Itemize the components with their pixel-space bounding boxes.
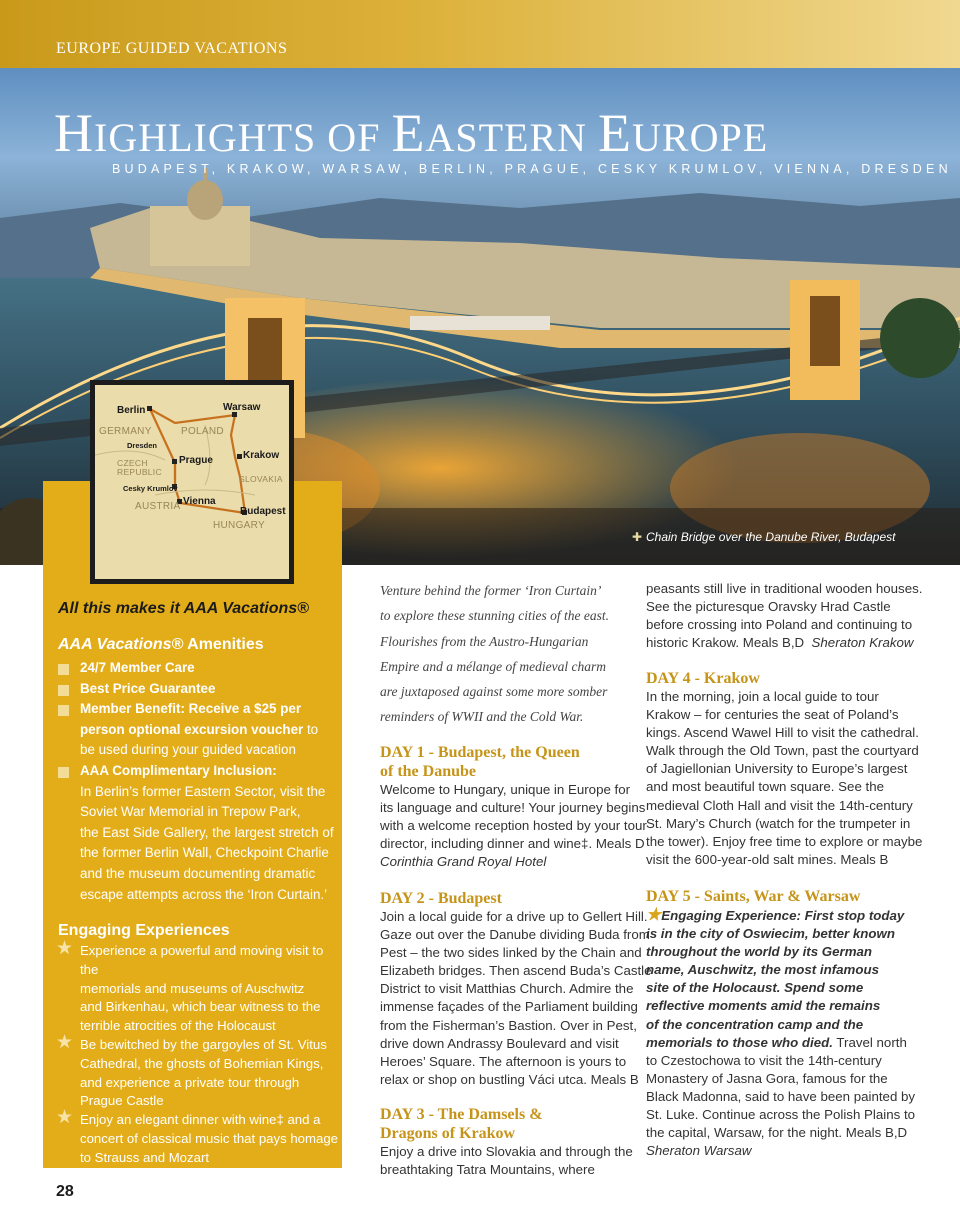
day-4-heading: DAY 4 - Krakow [646, 670, 760, 687]
map-country-hungary: HUNGARY [213, 520, 265, 531]
map-country-czech-1: CZECH [117, 458, 148, 468]
map-label-budapest: Budapest [240, 506, 286, 517]
map-label-dresden: Dresden [127, 441, 158, 450]
sidebar-heading: All this makes it AAA Vacations® [58, 600, 309, 617]
map-label-prague: Prague [179, 455, 213, 466]
star-icon: ★ [56, 938, 74, 959]
day-3-heading: DAY 3 - The Damsels & [380, 1106, 543, 1123]
map-country-slovakia: SLOVAKIA [239, 474, 283, 484]
list-item: Member Benefit: Receive a $25 per person optional excursion voucher to be used during your guided vacation [58, 699, 338, 761]
star-icon: ★ [56, 1031, 74, 1053]
hotel-name: Corinthia Grand Royal Hotel [380, 854, 547, 870]
amenities-title: AAA Vacations® Amenities [58, 636, 264, 653]
star-icon: ★ [56, 1107, 74, 1129]
caption-marker-icon: ✚ [632, 530, 643, 544]
bullet-square-icon [58, 705, 69, 716]
map-label-krakow: Krakow [243, 450, 280, 461]
star-icon: ★ [646, 905, 662, 924]
day-3-continued: peasants still live in traditional wooden houses. See the picturesque Oravsky Hrad Castle before crossing into Poland and continuing to historic Krakow. Meals B,D Sheraton Krakow [646, 581, 923, 651]
list-item: AAA Complimentary Inclusion: In Berlin’s former Eastern Sector, visit the Soviet War Memorial in Trepow Park, the East Side Gallery, the largest stretch of the former Berlin Wall, Checkpoint Charlie and the museum documenting dramatic escape attempts across the ‘Iron Curtain.’ [58, 761, 338, 905]
map-label-warsaw: Warsaw [223, 402, 261, 413]
hotel-name: Sheraton Krakow [811, 635, 914, 651]
map-country-germany: GERMANY [99, 426, 152, 437]
day-1-section: DAY 1 - Budapest, the Queen of the Danube Welcome to Hungary, unique in Europe for its language and culture! Your journey begins with a welcome reception hosted by your tour director, including dinner and wine‡. Meals D Corinthia Grand Royal Hotel [380, 743, 647, 871]
list-item: 24/7 Member Care [58, 658, 338, 679]
intro-text: Venture behind the former ‘Iron Curtain’ to explore these stunning cities of the east. Flourishes from the Austro-Hungarian Empire and a mélange of medieval charm are juxtaposed against some more somber reminders of WWII and the Cold War. [380, 583, 609, 725]
map-label-berlin: Berlin [117, 405, 146, 416]
bullet-square-icon [58, 685, 69, 696]
day-1-heading: DAY 1 - Budapest, the Queen [380, 744, 580, 761]
day-3-section: DAY 3 - The Damsels & Dragons of Krakow Enjoy a drive into Slovakia and through the breathtaking Tatra Mountains, where [380, 1106, 633, 1178]
map-country-poland: POLAND [181, 426, 224, 437]
page-title: HIGHLIGHTS OF EASTERN EUROPE [54, 103, 769, 163]
page-number: 28 [56, 1183, 74, 1200]
list-item: ★ Enjoy an elegant dinner with wine‡ and a concert of classical music that pays homage to Strauss and Mozart [56, 1107, 339, 1165]
hotel-name: Sheraton Warsaw [646, 1143, 752, 1159]
day-5-section: DAY 5 - Saints, War & Warsaw ★Engaging Experience: First stop today is in the city of Oswiecim, better known throughout the world by its German name, Auschwitz, the most infamous site of the Holocaust. Spend some reflective moments amid the remains of the concentration camp and the memorials to those who died. Travel north to Czestochowa to visit the 14th-century Monastery of Jasna Gora, famous for the Black Madonna, said to have been painted by St. Luke. Continue across the Polish Plains to the capital, Warsaw, for the night. Meals B,D Sheraton Warsaw [646, 887, 915, 1160]
route-map [90, 380, 294, 584]
day-4-section: DAY 4 - Krakow In the morning, join a local guide to tour Krakow – for centuries the seat of Poland’s kings. Ascend Wawel Hill to visit the cathedral. Walk through the Old Town, past the courtyard of Jagiellonian University to Europe’s largest and most beautiful town square. See the medieval Cloth Hall and visit the 14th-century St. Mary’s Church (watch for the trumpeter in the tower). Enjoy free time to explore or maybe visit the 600-year-old salt mines. Meals B [646, 670, 923, 867]
day-2-section: DAY 2 - Budapest Join a local guide for a drive up to Gellert Hill. Gaze out over the Danube dividing Buda from Pest – the two sides linked by the Chain and Elizabeth bridges. Then ascend Buda’s Castle District to visit Matthias Church. Admire the immense façades of the Parliament building from the Fisherman’s Bastion. Over in Pest, drive down Andrassy Boulevard and visit Heroes’ Square. The afternoon is yours to relax or shop on bustling Váci utca. Meals B [380, 890, 652, 1087]
list-item: Best Price Guarantee [58, 679, 338, 700]
day-5-heading: DAY 5 - Saints, War & Warsaw [646, 888, 861, 905]
bullet-square-icon [58, 664, 69, 675]
map-label-vienna: Vienna [183, 496, 216, 507]
amenities-list [58, 658, 338, 905]
page-subtitle: BUDAPEST, KRAKOW, WARSAW, BERLIN, PRAGUE, CESKY KRUMLOV, VIENNA, DRESDEN [112, 162, 952, 176]
experiences-list [56, 938, 340, 1168]
map-country-austria: AUSTRIA [135, 501, 181, 512]
map-country-czech-2: REPUBLIC [117, 467, 162, 477]
map-label-cesky-krumlov: Cesky Krumlov [123, 484, 178, 493]
photo-caption: Chain Bridge over the Danube River, Budapest [646, 530, 896, 544]
experiences-title: Engaging Experiences [58, 922, 230, 939]
bullet-square-icon [58, 767, 69, 778]
section-label: EUROPE GUIDED VACATIONS [56, 40, 288, 57]
day-2-heading: DAY 2 - Budapest [380, 890, 502, 907]
list-item: ★ Be bewitched by the gargoyles of St. Vitus Cathedral, the ghosts of Bohemian Kings, and experience a private tour through Prague Castle [56, 1031, 327, 1109]
list-item: ★ Experience a powerful and moving visit to the memorials and museums of Auschwitz and Birkenhau, which bear witness to the terrible atrocities of the Holocaust [56, 938, 324, 1034]
